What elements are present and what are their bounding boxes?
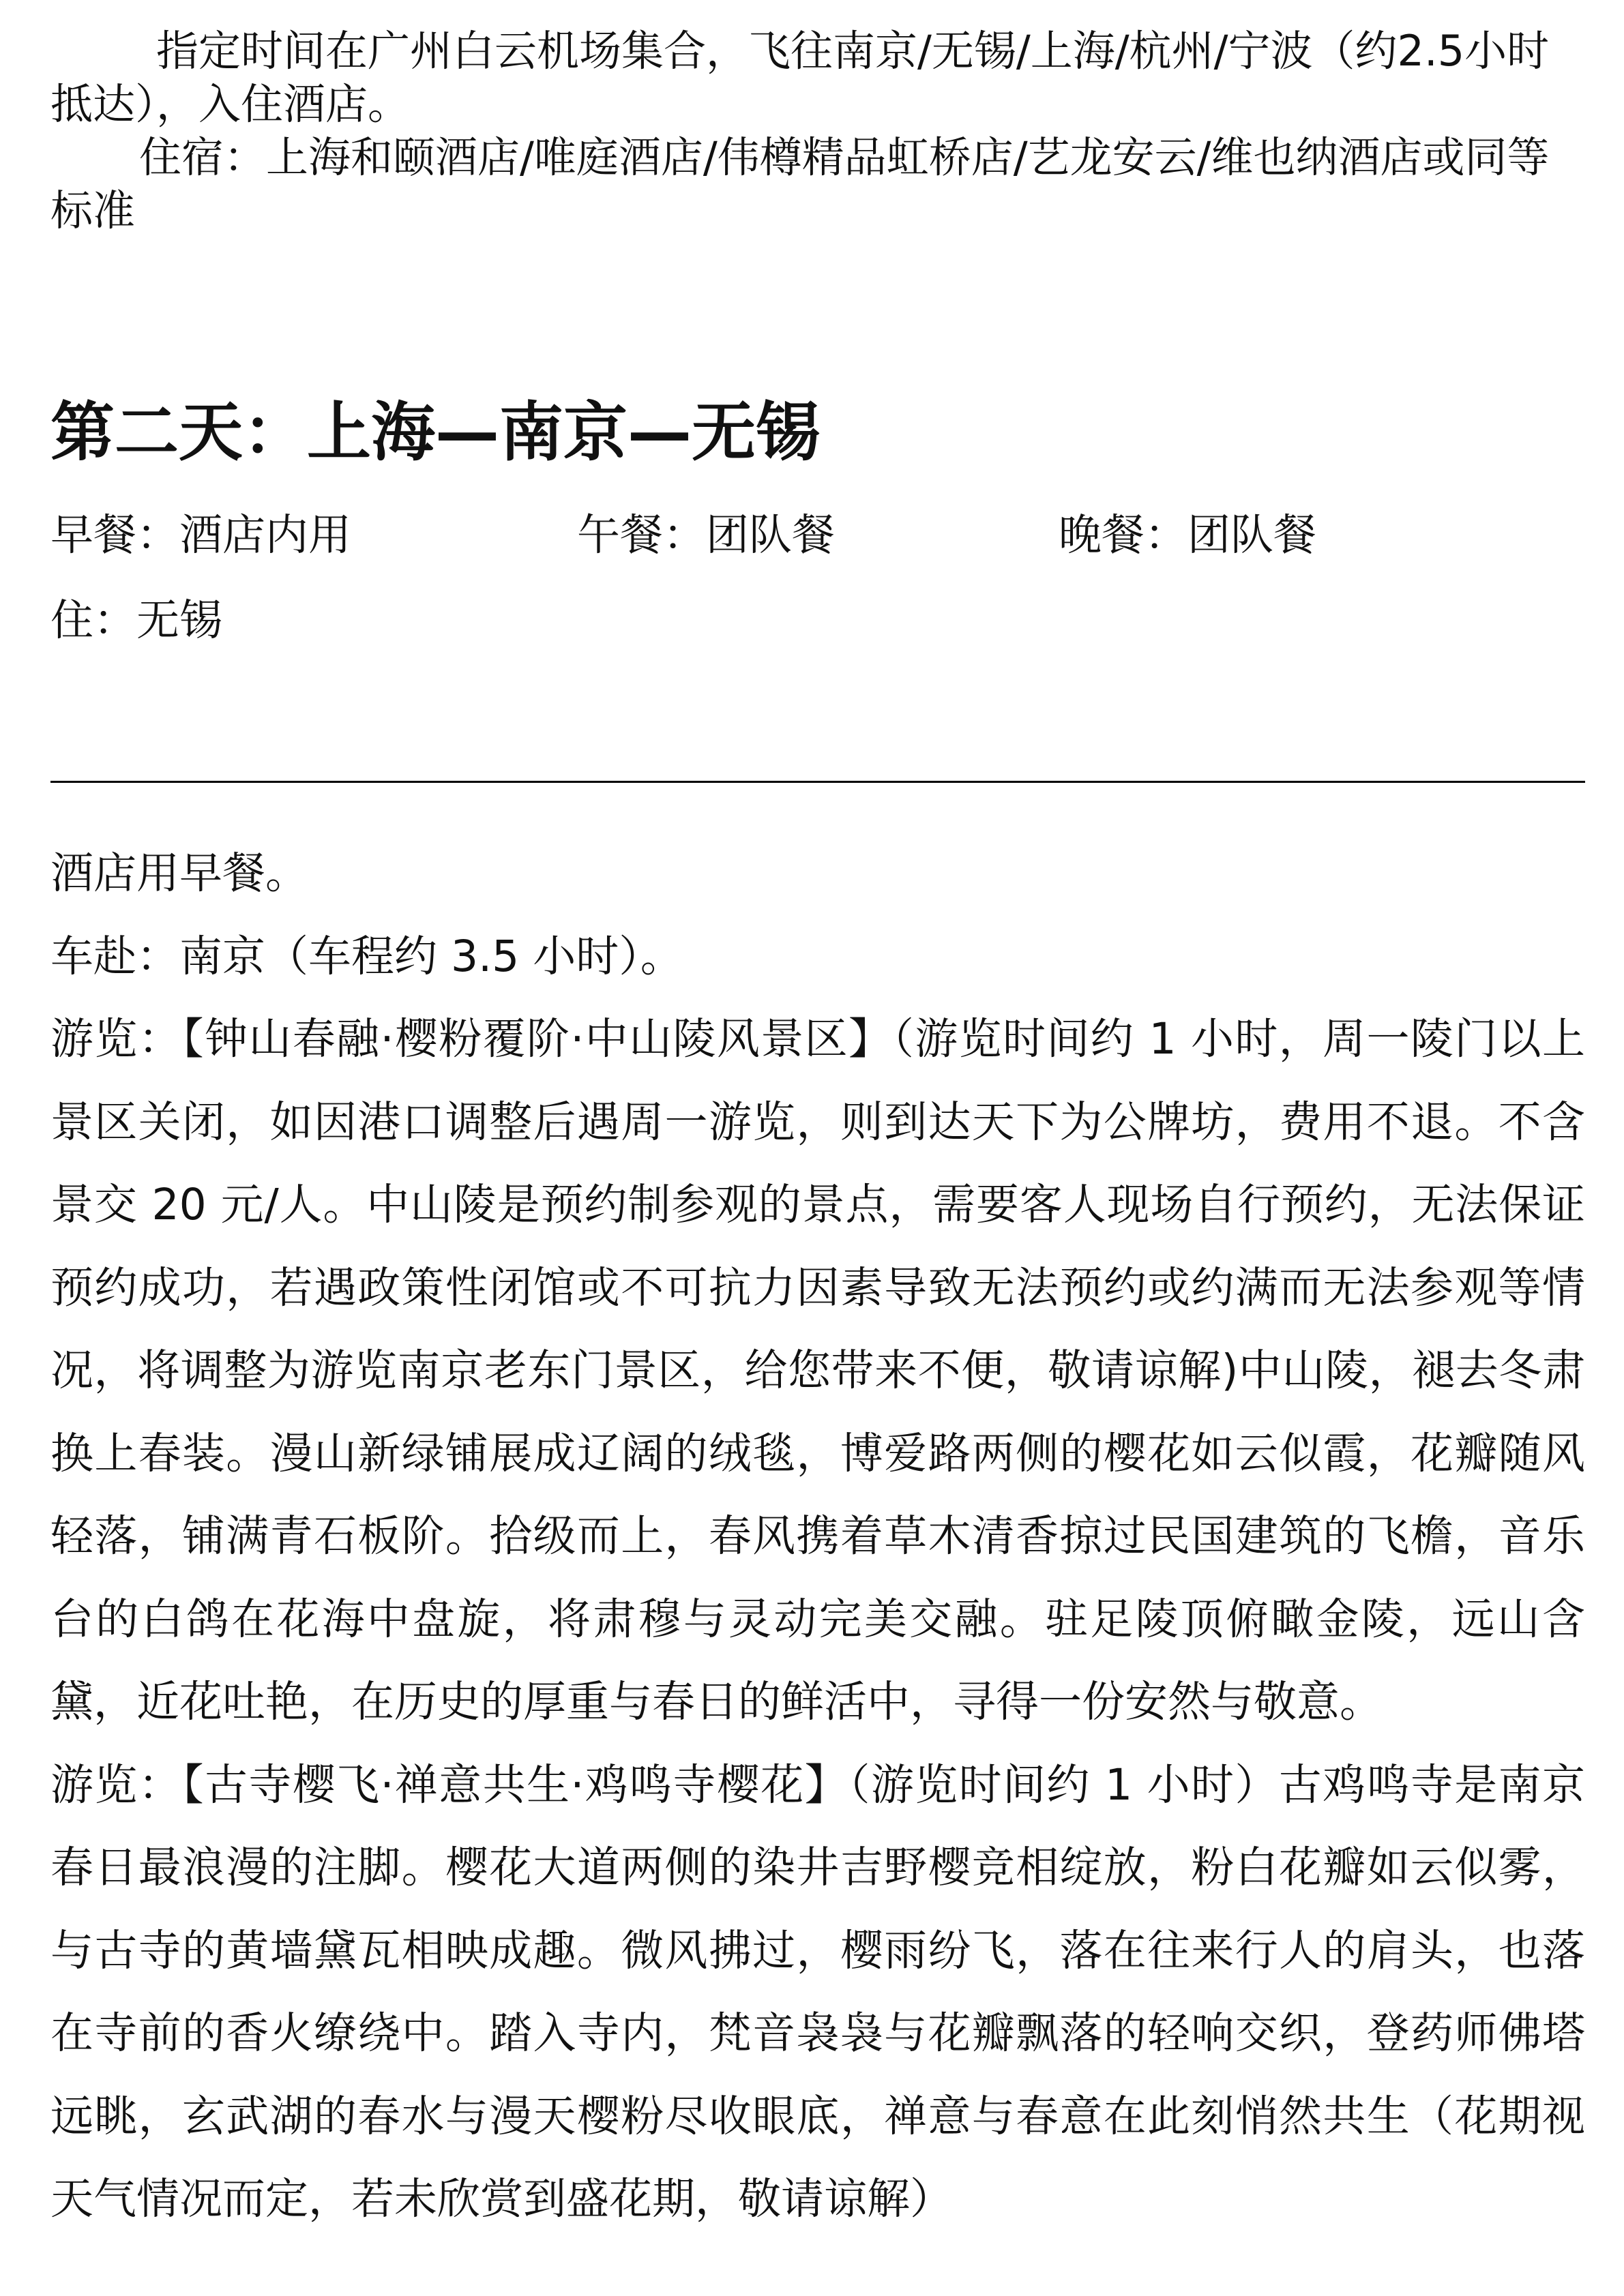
accommodation-label: 住：无锡 (50, 595, 222, 645)
meals-row (50, 505, 1585, 566)
sun-yat-sen-mausoleum-paragraph: 游览：【钟山春融·樱粉覆阶·中山陵风景区】（游览时间约 1 小时，周一陵门以上景区关闭，如因港口调整后遇周一游览，则到达天下为公牌坊，费用不退。不含景交 20 元/人。中山陵是预约制参观的景点，需要客人现场自行预约，无法保证预约成功，若遇政策性闭馆或不可抗力因素导致无法预约或约满而无法参观等情况，将调整为游览南京老东门景区，给您带来不便，敬请谅解)中山陵，褪去冬肃换上春装。漫山新绿铺展成辽阔的绒毯，博爱路两侧的樱花如云似霞，花瓣随风轻落，铺满青石板阶。拾级而上，春风携着草木清香掠过民国建筑的飞檐，音乐台的白鸽在花海中盘旋，将肃穆与灵动完美交融。驻足陵顶俯瞰金陵，远山含黛，近花吐艳，在历史的厚重与春日的鲜活中，寻得一份安然与敬意。 (50, 1014, 1585, 1727)
breakfast-label: 早餐：酒店内用 (50, 510, 351, 560)
day-one-intro (50, 25, 1585, 237)
lunch-label: 午餐：团队餐 (577, 510, 835, 560)
hotel-paragraph: 住宿：上海和颐酒店/唯庭酒店/伟樽精品虹桥店/艺龙安云/维也纳酒店或同等标准 (50, 132, 1550, 235)
jiming-temple-paragraph: 游览：【古寺樱飞·禅意共生·鸡鸣寺樱花】（游览时间约 1 小时）古鸡鸣寺是南京春日最浪漫的注脚。樱花大道两侧的染井吉野樱竞相绽放，粉白花瓣如云似雾，与古寺的黄墙黛瓦相映成趣。微风拂过，樱雨纷飞，落在往来行人的肩头，也落在寺前的香火缭绕中。踏入寺内，梵音袅袅与花瓣飘落的轻响交织，登药师佛塔远眺，玄武湖的春水与漫天樱粉尽收眼底，禅意与春意在此刻悄然共生（花期视天气情况而定，若未欣赏到盛花期，敬请谅解） (50, 1759, 1585, 2224)
arrival-paragraph: 指定时间在广州白云机场集合，飞往南京/无锡/上海/杭州/宁波（约2.5小时抵达），入住酒店。 (50, 26, 1550, 129)
transfer-paragraph: 车赴：南京（车程约 3.5 小时）。 (50, 931, 683, 981)
breakfast-paragraph: 酒店用早餐。 (50, 848, 308, 898)
dinner-label: 晚餐：团队餐 (1059, 510, 1316, 560)
day-two-schedule (50, 832, 1585, 2241)
divider (50, 781, 1585, 783)
day-two-title: 第二天：上海—南京—无锡 (50, 396, 821, 470)
